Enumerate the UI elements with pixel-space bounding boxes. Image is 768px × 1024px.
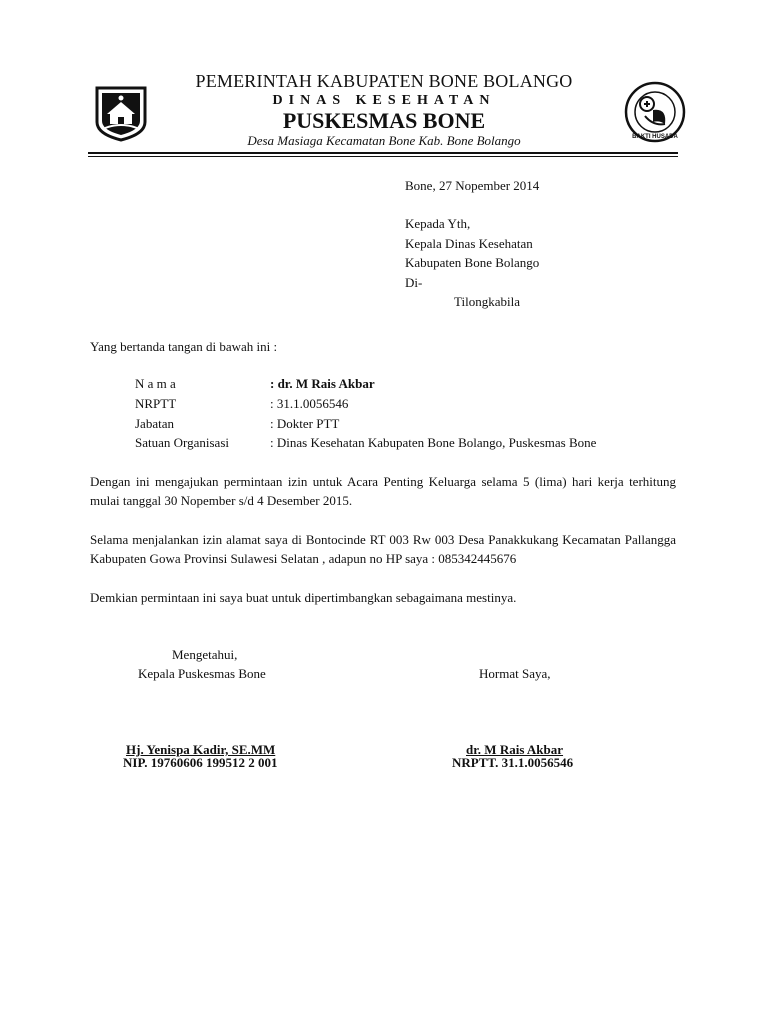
identity-label-position: Jabatan [135, 416, 174, 431]
body-paragraph-address: Selama menjalankan izin alamat saya di Bontocinde RT 003 Rw 003 Desa Panakkukang Kecamatan Pallangga Kabupaten Gowa Provinsi Sulawesi Selatan , adapun no HP saya : 085342445676 [90, 532, 676, 566]
identity-value-nrptt: : 31.1.0056546 [270, 396, 349, 411]
letterhead-department: DINAS KESEHATAN [272, 93, 496, 108]
signature-right-title: Hormat Saya, [479, 666, 551, 681]
letterhead-government: PEMERINTAH KABUPATEN BONE BOLANGO [195, 71, 573, 91]
signature-left-name: Hj. Yenispa Kadir, SE.MM [126, 742, 276, 757]
body-paragraph-closing: Demkian permintaan ini saya buat untuk dipertimbangkan sebagaimana mestinya. [90, 590, 517, 605]
letterhead-rule-thick [88, 152, 678, 154]
recipient-di: Di- [405, 275, 423, 290]
recipient-line-2: Kabupaten Bone Bolango [405, 255, 540, 270]
signature-left-title: Kepala Puskesmas Bone [138, 666, 266, 681]
letterhead-rule-thin [88, 156, 678, 157]
letter-date: Bone, 27 Nopember 2014 [405, 178, 540, 193]
letterhead-institution: PUSKESMAS BONE [282, 108, 486, 133]
letterhead-address: Desa Masiaga Kecamatan Bone Kab. Bone Bolango [247, 133, 521, 148]
signature-right-id: NRPTT. 31.1.0056546 [452, 755, 574, 770]
recipient-city: Tilongkabila [454, 294, 520, 309]
identity-value-unit: : Dinas Kesehatan Kabupaten Bone Bolango, Puskesmas Bone [270, 435, 597, 450]
logo-text: BAKTI HUSADA [632, 134, 678, 140]
identity-value-name: : dr. M Rais Akbar [270, 376, 375, 391]
recipient-salutation: Kepada Yth, [405, 216, 471, 231]
identity-value-position: : Dokter PTT [270, 416, 340, 431]
signature-left-acknowledged: Mengetahui, [172, 647, 238, 662]
intro-text: Yang bertanda tangan di bawah ini : [90, 339, 278, 354]
recipient-line-1: Kepala Dinas Kesehatan [405, 236, 533, 251]
body-paragraph-request: Dengan ini mengajukan permintaan izin untuk Acara Penting Keluarga selama 5 (lima) hari kerja terhitung mulai tanggal 30 Nopember s/d 4 Desember 2015. [90, 474, 676, 508]
signature-left-id: NIP. 19760606 199512 2 001 [123, 755, 278, 770]
identity-label-nrptt: NRPTT [135, 396, 177, 411]
identity-label-name: N a m a [135, 376, 176, 391]
identity-label-unit: Satuan Organisasi [135, 435, 229, 450]
signature-right-name: dr. M Rais Akbar [466, 742, 564, 757]
